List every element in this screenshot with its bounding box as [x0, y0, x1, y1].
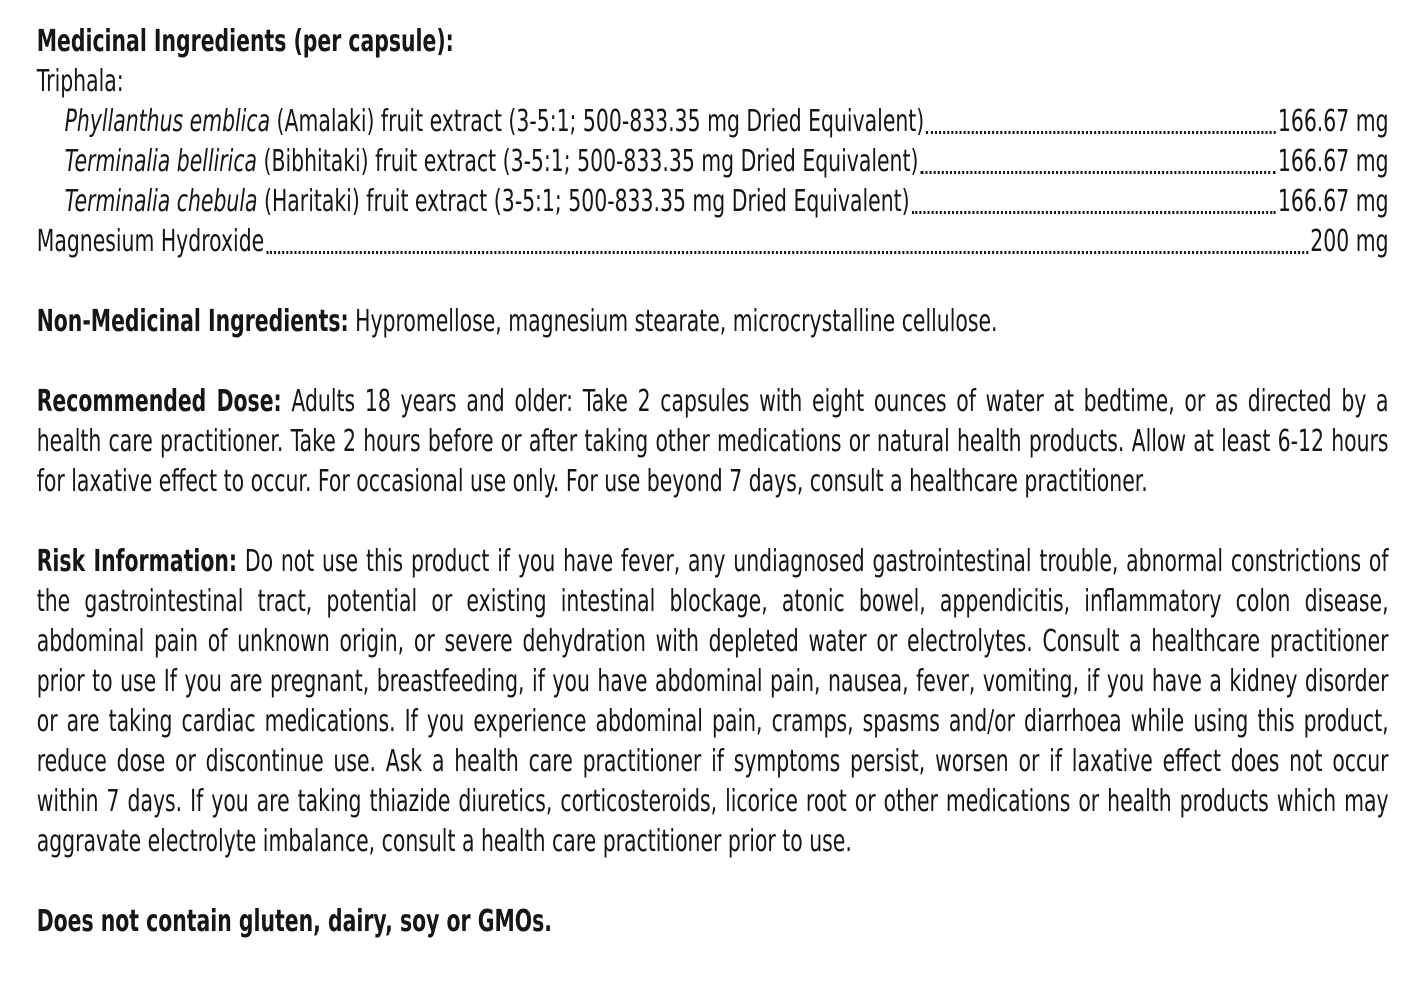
ingredient-latin-name: Phyllanthus emblica: [64, 104, 271, 139]
ingredient-name: [65, 182, 910, 222]
dotted-leader: [926, 131, 1276, 134]
ingredient-name: [37, 222, 265, 262]
risk-information-paragraph: [37, 542, 1389, 862]
dotted-leader: [920, 171, 1275, 174]
ingredient-amount: 166.67 mg: [1277, 144, 1389, 179]
non-medicinal-ingredients-label: Non-Medicinal Ingredients:: [36, 304, 349, 339]
non-medicinal-ingredients-paragraph: [37, 302, 1389, 342]
risk-information-label: Risk Information:: [36, 544, 238, 579]
dotted-leader: [266, 251, 1308, 254]
ingredient-latin-name: Terminalia chebula: [64, 184, 258, 219]
ingredient-description: (Haritaki) fruit extract (3-5:1; 500-833.35 mg Dried Equivalent): [257, 184, 910, 219]
ingredient-row-bibhitaki: [37, 142, 1389, 182]
ingredient-row-amalaki: [37, 102, 1389, 142]
recommended-dose-label: Recommended Dose:: [36, 384, 282, 419]
ingredient-amount: 166.67 mg: [1277, 104, 1389, 139]
ingredient-row-haritaki: [37, 182, 1389, 222]
risk-information-text: Do not use this product if you have fever, any undiagnosed gastrointestinal trouble, abnormal constrictions of the gastrointestinal tract, potential or existing intestinal blockage, atonic bowel, appendicitis, inflammatory colon disease, abdominal pain of unknown origin, or severe dehydration with depleted water or electrolytes. Consult a healthcare practitioner prior to use If you are pregnant, breastfeeding, if you have abdominal pain, nausea, fever, vomiting, if you have a kidney disorder or are taking cardiac medications. If you experience abdominal pain, cramps, spasms and/or diarrhoea while using this product, reduce dose or discontinue use. Ask a health care practitioner if symptoms persist, worsen or if laxative effect does not occur within 7 days. If you are taking thiazide diuretics, corticosteroids, licorice root or other medications or health products which may aggravate electrolyte imbalance, consult a health care practitioner prior to use.: [36, 544, 1389, 859]
ingredient-description: (Bibhitaki) fruit extract (3-5:1; 500-833.35 mg Dried Equivalent): [257, 144, 919, 179]
triphala-group-label: Triphala:: [36, 64, 124, 99]
ingredient-description: (Amalaki) fruit extract (3-5:1; 500-833.35 mg Dried Equivalent): [270, 104, 925, 139]
ingredient-row-magnesium-hydroxide: [37, 222, 1389, 262]
recommended-dose-paragraph: [37, 382, 1389, 502]
ingredient-description: Magnesium Hydroxide: [36, 224, 265, 259]
recommended-dose-text: Adults 18 years and older: Take 2 capsules with eight ounces of water at bedtime, or as directed by a health care practitioner. Take 2 hours before or after taking other medications or natural health products. Allow at least 6-12 hours for laxative effect to occur. For occasional use only. For use beyond 7 days, consult a healthcare practitioner.: [36, 384, 1389, 499]
ingredient-name: [65, 102, 925, 142]
dotted-leader: [912, 211, 1276, 214]
ingredient-name: [65, 142, 919, 182]
non-medicinal-ingredients-text: Hypromellose, magnesium stearate, microcrystalline cellulose.: [348, 304, 998, 339]
medicinal-ingredients-heading: Medicinal Ingredients (per capsule):: [36, 24, 454, 59]
ingredient-amount: 166.67 mg: [1277, 184, 1389, 219]
ingredient-amount: 200 mg: [1310, 224, 1389, 259]
ingredient-latin-name: Terminalia bellirica: [64, 144, 258, 179]
allergen-statement: Does not contain gluten, dairy, soy or GMOs.: [36, 904, 552, 939]
